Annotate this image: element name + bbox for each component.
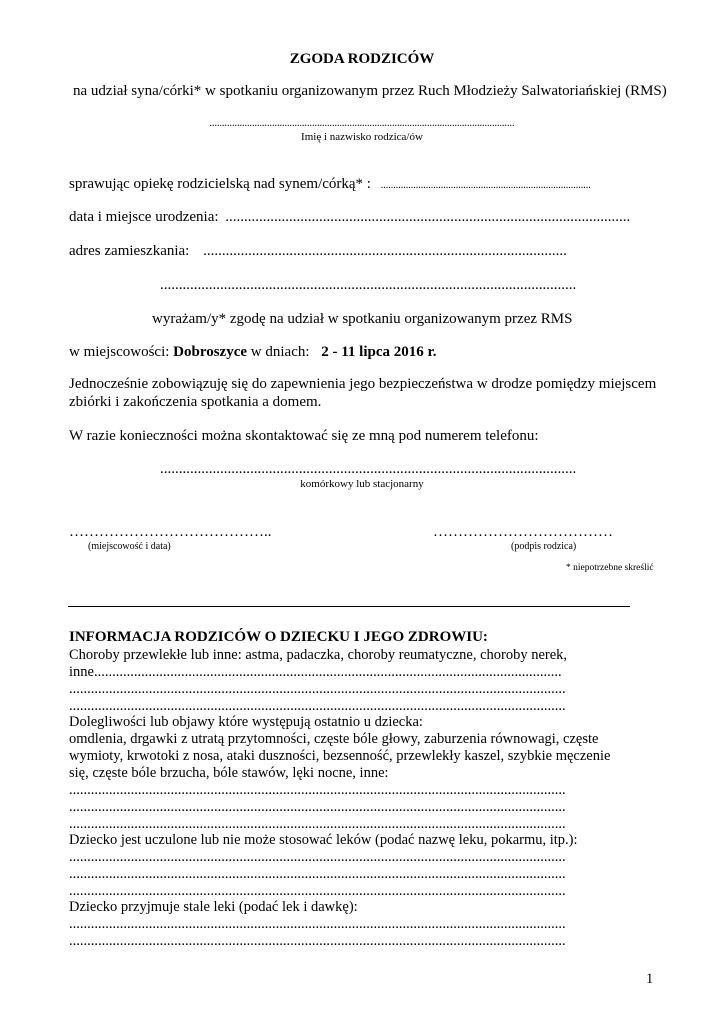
place-date-field[interactable]: ………………………………….. — [69, 524, 272, 540]
contact-text: W razie konieczności można skontaktować się ze mną pod numerem telefonu: — [69, 428, 539, 444]
address-row — [69, 242, 567, 260]
phone-label: komórkowy lub stacjonarny — [300, 478, 424, 490]
symptoms-line-4: się, częste bóle brzucha, bóle stawów, lęki nocne, inne: — [69, 765, 389, 781]
safety-line-1: Jednocześnie zobowiązuję się do zapewnienia jego bezpieczeństwa w drodze pomiędzy miejscem — [69, 376, 657, 392]
allergy-field-1[interactable]: ......................................................................................................................................... — [69, 849, 566, 865]
location-dates: 2 - 11 lipca 2016 r. — [321, 344, 437, 360]
birth-label: data i miejsce urodzenia: — [69, 209, 219, 225]
location-mid: w dniach: — [250, 344, 310, 360]
form-subtitle: na udział syna/córki* w spotkaniu organizowanym przez Ruch Młodzieży Salwatoriańskiej (RMS) — [73, 83, 667, 99]
medication-field-2[interactable]: ......................................................................................................................................... — [69, 933, 566, 949]
location-place: Dobroszyce — [173, 344, 248, 360]
strike-note: * niepotrzebne skreślić — [566, 563, 654, 573]
place-date-label: (miejscowość i data) — [88, 541, 171, 552]
consent-statement: wyrażam/y* zgodę na udział w spotkaniu organizowanym przez RMS — [152, 311, 573, 327]
guardianship-label: sprawując opiekę rodzicielską nad synem/córką* : — [69, 176, 371, 192]
location-prefix: w miejscowości: — [69, 344, 170, 360]
chronic-field-3[interactable]: ......................................................................................................................................... — [69, 698, 566, 714]
parent-signature-field[interactable]: ……………………………… — [433, 524, 613, 540]
health-info-heading: INFORMACJA RODZICÓW O DZIECKU I JEGO ZDROWIU: — [69, 629, 488, 645]
chronic-line-1: Choroby przewlekłe lub inne: astma, padaczka, choroby reumatyczne, choroby nerek, — [69, 647, 568, 663]
allergy-question: Dziecko jest uczulone lub nie może stosować leków (podać nazwę leku, pokarmu, itp.): — [69, 832, 578, 848]
symptoms-line-1: Dolegliwości lub objawy które występują ostatnio u dziecka: — [69, 714, 423, 730]
address-field[interactable]: ................................................................................................. — [203, 243, 567, 259]
symptoms-field-1[interactable]: ......................................................................................................................................... — [69, 782, 566, 798]
section-divider — [68, 606, 630, 607]
symptoms-field-2[interactable]: ......................................................................................................................................... — [69, 799, 566, 815]
medication-question: Dziecko przyjmuje stale leki (podać lek i dawkę): — [69, 899, 358, 915]
birth-row — [69, 208, 630, 226]
page-number: 1 — [646, 971, 654, 987]
birth-field[interactable]: ............................................................................................................ — [225, 209, 631, 225]
safety-line-2: zbiórki i zakończenia spotkania a domem. — [69, 394, 322, 410]
phone-field[interactable]: ............................................................................................................... — [160, 461, 577, 477]
chronic-field[interactable]: inne................................................................................................................................. — [69, 664, 562, 680]
location-row — [69, 343, 437, 361]
guardianship-field[interactable]: .................................................................................... — [380, 180, 591, 191]
chronic-field-2[interactable]: ......................................................................................................................................... — [69, 681, 566, 697]
allergy-field-3[interactable]: ......................................................................................................................................... — [69, 883, 566, 899]
address-field-line2[interactable]: ............................................................................................................... — [160, 277, 577, 293]
symptoms-field-3[interactable]: ......................................................................................................................................... — [69, 816, 566, 832]
guardianship-row — [69, 175, 591, 193]
symptoms-line-3: wymioty, krwotoki z nosa, ataki duszności, bezsenność, przewlekły kaszel, szybkie męczenie — [69, 748, 611, 764]
symptoms-line-2: omdlenia, drgawki z utratą przytomności, częste bóle głowy, zaburzenia równowagi, częste — [69, 731, 599, 747]
medication-field-1[interactable]: ......................................................................................................................................... — [69, 916, 566, 932]
address-label: adres zamieszkania: — [69, 243, 190, 259]
parent-name-field[interactable]: .......................................................................................................................... — [209, 118, 515, 129]
parent-signature-label: (podpis rodzica) — [511, 541, 577, 552]
allergy-field-2[interactable]: ......................................................................................................................................... — [69, 866, 566, 882]
form-title: ZGODA RODZICÓW — [289, 51, 435, 67]
parent-name-label: Imię i nazwisko rodzica/ów — [301, 131, 423, 143]
